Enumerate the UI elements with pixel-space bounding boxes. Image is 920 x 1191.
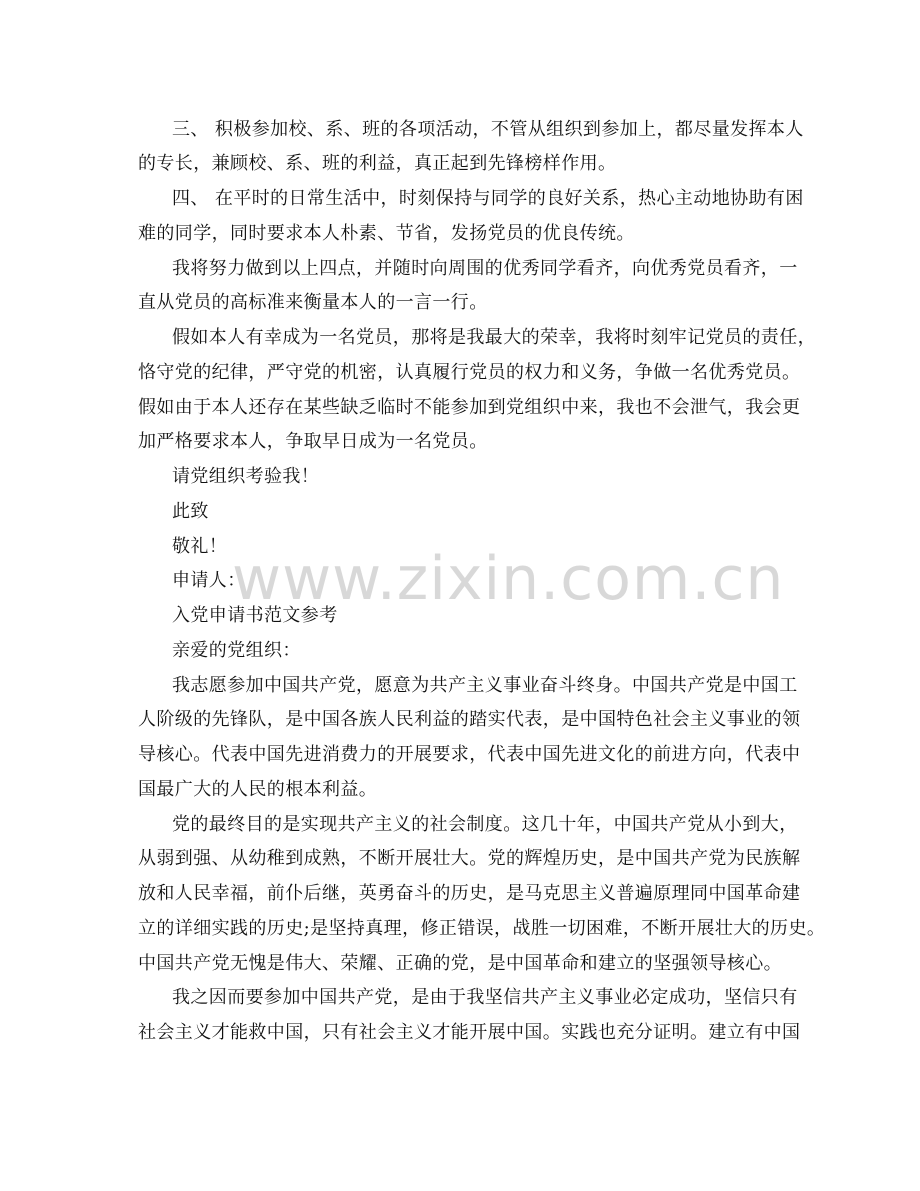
text-line: 加严格要求本人，争取早日成为一名党员。 bbox=[138, 431, 488, 452]
text-line: 中国共产党无愧是伟大、荣耀、正确的党，是中国革命和建立的坚强领导核心。 bbox=[138, 953, 782, 974]
text-line: 我之因而要参加中国共产党，是由于我坚信共产主义事业必定成功，坚信只有 bbox=[172, 987, 798, 1008]
text-line: 我将努力做到以上四点，并随时向周围的优秀同学看齐，向优秀党员看齐，一 bbox=[172, 258, 798, 279]
text-line: 难的同学，同时要求本人朴素、节省，发扬党员的优良传统。 bbox=[138, 223, 635, 244]
text-line: 请党组织考验我！ bbox=[172, 466, 320, 487]
text-line: 放和人民幸福，前仆后继，英勇奋斗的历史，是马克思主义普遍原理同中国革命建 bbox=[138, 883, 801, 904]
text-line: 入党申请书范文参考 bbox=[172, 605, 338, 626]
text-line: 三、 积极参加校、系、班的各项活动，不管从组织到参加上，都尽量发挥本人 bbox=[172, 119, 804, 140]
text-line: 的专长，兼顾校、系、班的利益，真正起到先锋榜样作用。 bbox=[138, 153, 617, 174]
text-line: 申请人： bbox=[172, 570, 246, 591]
text-line: 假如本人有幸成为一名党员，那将是我最大的荣幸，我将时刻牢记党员的责任， bbox=[172, 327, 816, 348]
text-line: 我志愿参加中国共产党，愿意为共产主义事业奋斗终身。中国共产党是中国工 bbox=[172, 675, 798, 696]
text-line: 国最广大的人民的根本利益。 bbox=[138, 779, 378, 800]
watermark-text: www.zixin.com.cn bbox=[232, 544, 785, 614]
text-line: 立的详细实践的历史;是坚持真理，修正错误，战胜一切困难，不断开展壮大的历史。 bbox=[138, 918, 826, 939]
text-line: 假如由于本人还存在某些缺乏临时不能参加到党组织中来，我也不会泄气，我会更 bbox=[138, 397, 801, 418]
text-line: 人阶级的先锋队，是中国各族人民利益的踏实代表，是中国特色社会主义事业的领 bbox=[138, 709, 801, 730]
text-line: 亲爱的党组织： bbox=[172, 640, 301, 661]
text-line: 恪守党的纪律，严守党的机密，认真履行党员的权力和义务，争做一名优秀党员。 bbox=[138, 362, 801, 383]
text-line: 导核心。代表中国先进消费力的开展要求，代表中国先进文化的前进方向，代表中 bbox=[138, 744, 801, 765]
text-line: 党的最终目的是实现共产主义的社会制度。这几十年，中国共产党从小到大， bbox=[172, 814, 798, 835]
text-line: 直从党员的高标准来衡量本人的一言一行。 bbox=[138, 292, 488, 313]
text-line: 此致 bbox=[172, 501, 209, 522]
text-line: 敬礼！ bbox=[172, 536, 228, 557]
text-line: 四、 在平时的日常生活中，时刻保持与同学的良好关系，热心主动地协助有困 bbox=[172, 188, 804, 209]
text-line: 社会主义才能救中国，只有社会主义才能开展中国。实践也充分证明。建立有中国 bbox=[138, 1022, 801, 1043]
text-line: 从弱到强、从幼稚到成熟，不断开展壮大。党的辉煌历史，是中国共产党为民族解 bbox=[138, 848, 801, 869]
